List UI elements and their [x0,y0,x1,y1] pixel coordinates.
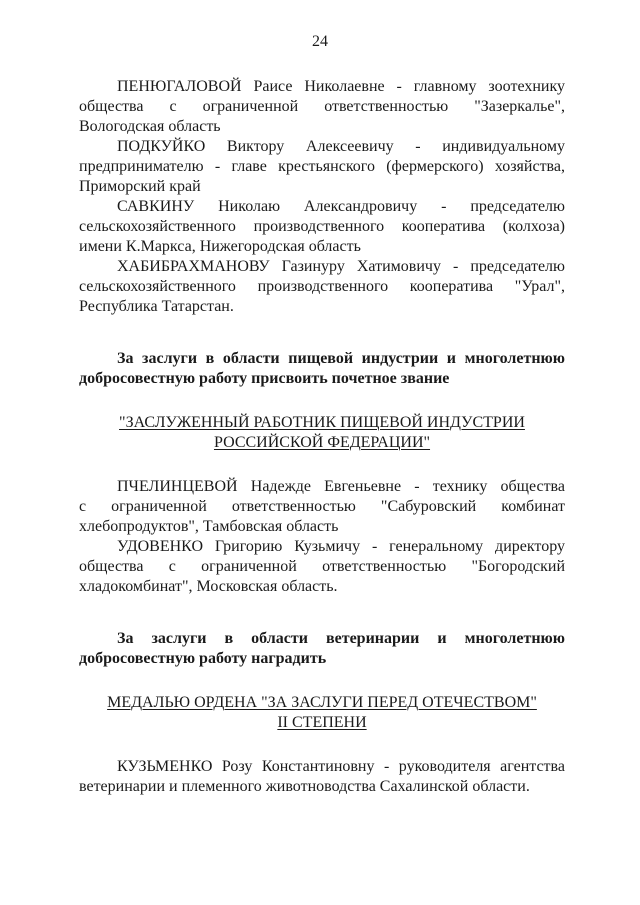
decree-line: добросовестную работу присвоить почетное звание [79,370,450,387]
title-line: МЕДАЛЬЮ ОРДЕНА "ЗА ЗАСЛУГИ ПЕРЕД ОТЕЧЕСТВОМ" [107,694,537,711]
entry-line: Республика Татарстан. [79,298,234,315]
entry-line: хлебопродуктов", Тамбовская область [79,518,339,535]
decree-line: За заслуги в области пищевой индустрии и многолетнюю [117,350,565,367]
entry-line: ветеринарии и племенного животноводства Сахалинской области. [79,778,530,795]
entry-line: ПОДКУЙКО Виктору Алексеевичу - индивидуальному [117,138,565,155]
award-entry-khabibrakhmanov [79,257,565,317]
entry-line: ПЕНЮГАЛОВОЙ Раисе Николаевне - главному зоотехнику [117,78,565,95]
entry-line: общества с ограниченной ответственностью "Зазеркалье", [79,98,565,115]
decree-line: добросовестную работу наградить [79,650,327,667]
award-list-section-2 [79,477,565,597]
award-list-section-3 [79,757,565,797]
award-entry-podkuyko [79,137,565,197]
entry-line: предпринимателю - главе крестьянского (фермерского) хозяйства, [79,158,565,175]
entry-line: ХАБИБРАХМАНОВУ Газинуру Хатимовичу - председателю [117,258,565,275]
award-entry-udovenko [79,537,565,597]
medal-title-heading [79,693,565,733]
entry-line: Приморский край [79,178,201,195]
title-line: "ЗАСЛУЖЕННЫЙ РАБОТНИК ПИЩЕВОЙ ИНДУСТРИИ [119,414,525,431]
award-entry-savkin [79,197,565,257]
decree-line: За заслуги в области ветеринарии и многолетнюю [117,630,565,647]
page-number: 24 [312,33,328,50]
decree-paragraph-veterinary [79,629,565,669]
entry-line: сельскохозяйственного производственного кооператива (колхоза) [79,218,565,235]
entry-line: КУЗЬМЕНКО Розу Константиновну - руководителя агентства [117,758,565,775]
title-line: РОССИЙСКОЙ ФЕДЕРАЦИИ" [213,434,431,451]
award-entry-pchelintseva [79,477,565,537]
document-body [79,77,565,797]
award-entry-penyugalova [79,77,565,137]
entry-line: САВКИНУ Николаю Александровичу - председателю [117,198,565,215]
award-list-section-1 [79,77,565,317]
entry-line: сельскохозяйственного производственного кооператива "Урал", [79,278,565,295]
decree-paragraph-food-industry [79,349,565,389]
entry-line: УДОВЕНКО Григорию Кузьмичу - генеральному директору [117,538,565,555]
entry-line: имени К.Маркса, Нижегородская область [79,238,361,255]
entry-line: ПЧЕЛИНЦЕВОЙ Надежде Евгеньевне - технику общества [117,478,565,495]
entry-line: с ограниченной ответственностью "Сабуровский комбинат [79,498,565,515]
entry-line: общества с ограниченной ответственностью "Богородский [79,558,565,575]
honorary-title-heading [79,413,565,453]
entry-line: хладокомбинат", Московская область. [79,578,338,595]
title-line: II СТЕПЕНИ [277,714,367,731]
entry-line: Вологодская область [79,118,221,135]
award-entry-kuzmenko [79,757,565,797]
